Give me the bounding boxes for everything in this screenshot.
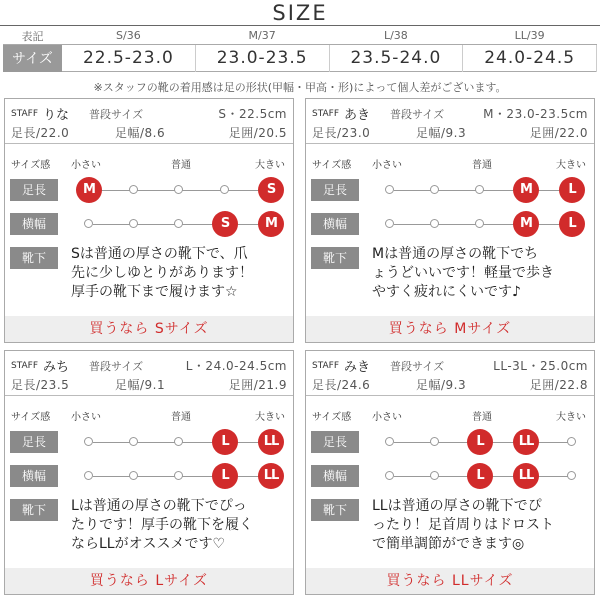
socks-row-label: 靴下: [311, 499, 359, 521]
scale-dot: [129, 219, 138, 228]
title-divider: [0, 25, 600, 26]
scale-dot: [475, 185, 484, 194]
staff-name: みき: [344, 360, 371, 375]
fit-scale-big: 大きい: [255, 160, 285, 171]
scale-dot: [430, 185, 439, 194]
comment-line: ょうどいいです！軽量で歩き: [372, 265, 554, 281]
staff-header: [11, 103, 287, 123]
comment-line: 厚手の靴下まで履けます☆: [71, 284, 238, 300]
fit-scale-header: [312, 156, 588, 170]
width-fit-scale: [390, 461, 572, 491]
size-table-value-cell: 24.0-24.5: [463, 45, 597, 72]
staff-label: STAFF: [312, 109, 340, 119]
length-row-label: 足長: [10, 431, 58, 453]
comment-line: Mは普通の厚さの靴下でち: [372, 246, 539, 262]
staff-card: [305, 98, 595, 343]
fit-size-mark: M: [76, 177, 102, 203]
fit-scale-header: [11, 156, 287, 170]
buy-prefix: 買うなら: [89, 321, 150, 337]
staff-comment: [372, 497, 592, 554]
fit-scale-title: サイズ感: [11, 160, 51, 171]
staff-card: [4, 350, 294, 595]
foot-measurements: [312, 124, 588, 140]
comment-line: 先に少しゆとりがあります！: [71, 265, 253, 281]
size-table-value-cell: 23.5-24.0: [329, 45, 463, 72]
fit-size-mark: M: [513, 211, 539, 237]
foot-girth-value: 足囲/22.8: [529, 378, 588, 392]
scale-dot: [567, 437, 576, 446]
length-fit-scale: [390, 427, 572, 457]
foot-width-value: 足幅/9.1: [115, 378, 166, 392]
size-table: [3, 27, 597, 72]
size-table-header-cell: M/37: [195, 27, 329, 45]
staff-header: [312, 103, 588, 123]
fit-note: ※スタッフの靴の着用感は足の形状(甲幅・甲高・形)によって個人差がございます。: [93, 81, 507, 94]
size-table-header-cell: L/38: [329, 27, 463, 45]
comment-line: ならLLがオススメです♡: [71, 536, 226, 552]
fit-size-mark: LL: [513, 429, 539, 455]
fit-size-mark: L: [212, 463, 238, 489]
foot-girth-value: 足囲/22.0: [529, 126, 588, 140]
fit-scale-normal: 普通: [171, 412, 191, 423]
comment-line: で簡単調節ができます◎: [372, 536, 525, 552]
page-title: SIZE: [272, 1, 328, 25]
size-table-value-row: [4, 45, 597, 72]
fit-size-mark: L: [467, 429, 493, 455]
staff-name: あき: [344, 108, 371, 123]
fit-scale-title: サイズ感: [312, 160, 352, 171]
buy-size: Mサイズ: [454, 321, 512, 337]
fit-scale-big: 大きい: [255, 412, 285, 423]
foot-width-value: 足幅/9.3: [416, 126, 467, 140]
card-divider: [306, 395, 594, 396]
scale-dot: [174, 471, 183, 480]
width-fit-scale: [89, 461, 279, 491]
scale-dot: [385, 471, 394, 480]
fit-scale-big: 大きい: [556, 160, 586, 171]
foot-length-value: 足長/22.0: [11, 126, 70, 140]
foot-length-value: 足長/24.6: [312, 378, 371, 392]
fit-size-mark: S: [212, 211, 238, 237]
buy-prefix: 買うなら: [388, 321, 449, 337]
length-fit-scale: [89, 427, 279, 457]
buy-size: Lサイズ: [155, 573, 209, 589]
buy-prefix: 買うなら: [386, 573, 447, 589]
staff-comment: [71, 245, 291, 302]
scale-dot: [129, 437, 138, 446]
size-table-value-cell: 23.0-23.5: [195, 45, 329, 72]
fit-scale-normal: 普通: [472, 412, 492, 423]
length-row-label: 足長: [311, 431, 359, 453]
fit-size-mark: L: [212, 429, 238, 455]
usual-size-label: 普段サイズ: [89, 360, 144, 373]
fit-scale-normal: 普通: [472, 160, 492, 171]
scale-dot: [567, 471, 576, 480]
comment-line: ったり！足首周りはドロスト: [372, 517, 554, 533]
comment-line: Sは普通の厚さの靴下で、爪: [71, 246, 248, 262]
length-fit-scale: [390, 175, 576, 205]
foot-girth-value: 足囲/20.5: [228, 126, 287, 140]
usual-size-value: M・23.0-23.5cm: [483, 107, 588, 121]
staff-label: STAFF: [11, 361, 39, 371]
length-fit-scale: [83, 175, 276, 205]
staff-comment: [372, 245, 592, 302]
size-table-header-cell: S/36: [62, 27, 196, 45]
foot-measurements: [11, 124, 287, 140]
recommended-size: [306, 568, 594, 594]
scale-dot: [385, 185, 394, 194]
width-row-label: 横幅: [10, 465, 58, 487]
foot-length-value: 足長/23.0: [312, 126, 371, 140]
size-table-value-cell: 22.5-23.0: [62, 45, 196, 72]
scale-dot: [84, 219, 93, 228]
card-divider: [5, 143, 293, 144]
usual-size-label: 普段サイズ: [390, 360, 445, 373]
fit-size-mark: L: [559, 177, 585, 203]
staff-header: [312, 355, 588, 375]
fit-scale-small: 小さい: [71, 160, 101, 171]
length-row-label: 足長: [311, 179, 359, 201]
usual-size-label: 普段サイズ: [390, 108, 445, 121]
scale-dot: [84, 437, 93, 446]
socks-row-label: 靴下: [10, 499, 58, 521]
fit-scale-small: 小さい: [71, 412, 101, 423]
scale-dot: [174, 437, 183, 446]
fit-size-mark: M: [258, 211, 284, 237]
length-row-label: 足長: [10, 179, 58, 201]
card-divider: [5, 395, 293, 396]
buy-size: Sサイズ: [154, 321, 209, 337]
scale-dot: [174, 219, 183, 228]
size-table-header-cell: LL/39: [463, 27, 597, 45]
staff-label: STAFF: [312, 361, 340, 371]
recommended-size: [5, 568, 293, 594]
staff-label: STAFF: [11, 109, 39, 119]
usual-size-value: S・22.5cm: [218, 107, 287, 121]
width-row-label: 横幅: [311, 465, 359, 487]
fit-size-mark: M: [513, 177, 539, 203]
fit-scale-small: 小さい: [372, 160, 402, 171]
scale-dot: [430, 471, 439, 480]
size-table-header-row: [4, 27, 597, 45]
staff-name: みち: [43, 360, 70, 375]
comment-line: やすく疲れにくいです♪: [372, 284, 521, 300]
fit-scale-header: [11, 408, 287, 422]
buy-prefix: 買うなら: [89, 573, 150, 589]
size-table-row-label: サイズ: [4, 45, 62, 72]
scale-dot: [475, 219, 484, 228]
scale-dot: [385, 437, 394, 446]
usual-size-value: L・24.0-24.5cm: [185, 359, 287, 373]
scale-dot: [174, 185, 183, 194]
staff-comment: [71, 497, 291, 554]
foot-width-value: 足幅/9.3: [416, 378, 467, 392]
fit-size-mark: LL: [258, 463, 284, 489]
fit-scale-small: 小さい: [372, 412, 402, 423]
staff-card: [305, 350, 595, 595]
recommended-size: [5, 316, 293, 342]
scale-dot: [430, 437, 439, 446]
foot-measurements: [11, 376, 287, 392]
buy-size: LLサイズ: [451, 573, 514, 589]
fit-size-mark: L: [559, 211, 585, 237]
scale-dot: [430, 219, 439, 228]
staff-name: りな: [43, 108, 70, 123]
scale-dot: [385, 219, 394, 228]
socks-row-label: 靴下: [10, 247, 58, 269]
usual-size-value: LL-3L・25.0cm: [493, 359, 588, 373]
fit-size-mark: S: [258, 177, 284, 203]
fit-scale-normal: 普通: [171, 160, 191, 171]
width-fit-scale: [390, 209, 576, 239]
scale-dot: [84, 471, 93, 480]
comment-line: たりです！厚手の靴下を履く: [71, 517, 253, 533]
comment-line: Lは普通の厚さの靴下でぴっ: [71, 498, 247, 514]
width-row-label: 横幅: [10, 213, 58, 235]
usual-size-label: 普段サイズ: [89, 108, 144, 121]
size-table-header-label: 表記: [4, 27, 62, 45]
fit-size-mark: LL: [513, 463, 539, 489]
staff-header: [11, 355, 287, 375]
foot-length-value: 足長/23.5: [11, 378, 70, 392]
staff-card: [4, 98, 294, 343]
socks-row-label: 靴下: [311, 247, 359, 269]
foot-measurements: [312, 376, 588, 392]
fit-scale-big: 大きい: [556, 412, 586, 423]
scale-dot: [220, 185, 229, 194]
card-divider: [306, 143, 594, 144]
scale-dot: [129, 471, 138, 480]
fit-scale-title: サイズ感: [11, 412, 51, 423]
fit-scale-header: [312, 408, 588, 422]
width-row-label: 横幅: [311, 213, 359, 235]
foot-girth-value: 足囲/21.9: [228, 378, 287, 392]
fit-scale-title: サイズ感: [312, 412, 352, 423]
comment-line: LLは普通の厚さの靴下でぴ: [372, 498, 542, 514]
width-fit-scale: [89, 209, 277, 239]
recommended-size: [306, 316, 594, 342]
fit-size-mark: L: [467, 463, 493, 489]
scale-dot: [129, 185, 138, 194]
fit-size-mark: LL: [258, 429, 284, 455]
foot-width-value: 足幅/8.6: [115, 126, 166, 140]
